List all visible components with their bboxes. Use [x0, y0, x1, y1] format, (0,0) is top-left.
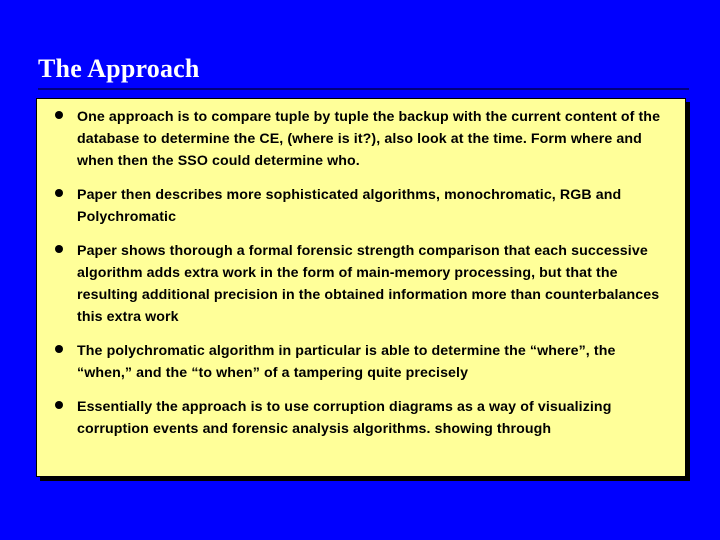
bullet-dot-icon	[55, 245, 63, 253]
bullet-text: The polychromatic algorithm in particular is able to determine the “where”, the “when,” and the “to when” of a tampering quite precisely	[77, 343, 616, 381]
bullet-text: One approach is to compare tuple by tuple the backup with the current content of the database to determine the CE, (where is it?), also look at the time. Form where and when then the SSO could determine who.	[77, 109, 661, 169]
bullet-item	[55, 184, 671, 228]
bullet-dot-icon	[55, 401, 63, 409]
bullet-item	[55, 340, 671, 384]
bullet-item	[55, 240, 671, 328]
bullet-list	[55, 106, 671, 452]
bullet-text: Essentially the approach is to use corruption diagrams as a way of visualizing corruption events and forensic analysis algorithms. showing through	[77, 399, 612, 437]
bullet-item	[55, 106, 671, 172]
slide-title: The Approach	[38, 54, 200, 83]
content-panel	[36, 98, 686, 477]
bullet-item	[55, 396, 671, 440]
bullet-dot-icon	[55, 189, 63, 197]
bullet-dot-icon	[55, 111, 63, 119]
bullet-text: Paper shows thorough a formal forensic strength comparison that each successive algorithm adds extra work in the form of main-memory processing, but that the resulting additional precision in the obtained information more than counterbalances this extra work	[77, 243, 660, 325]
bullet-text: Paper then describes more sophisticated algorithms, monochromatic, RGB and Polychromatic	[77, 187, 622, 225]
title-divider	[38, 88, 689, 90]
bullet-dot-icon	[55, 345, 63, 353]
